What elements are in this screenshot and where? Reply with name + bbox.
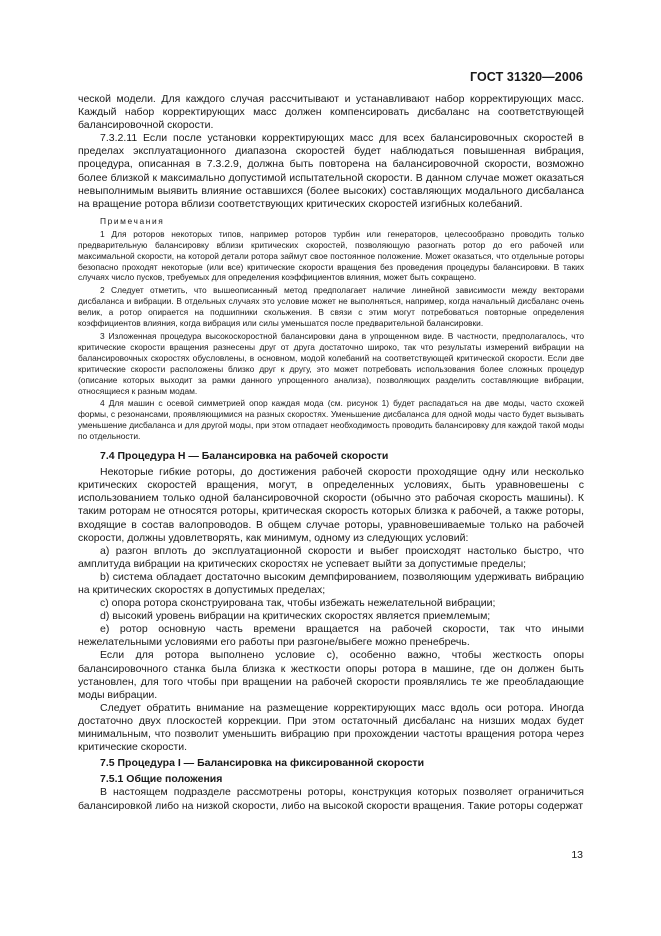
paragraph-7-3-2-11: 7.3.2.11 Если после установки корректирующих масс для всех балансировочных скоростей в пределах эксплуатационного диапазона скоростей будет наблюдаться повышенная вибрация, процедура, описанная в 7.3.2.9, должна быть повторена на балансировочной скорости, возможно более близкой к максимально допустимой испытательной скорости. В данном случае может оказаться невыполнимым выявить влияние оставшихся (более высоких) составляющих модального дисбаланса на вращение ротора вблизи соответствующих критических скоростей изгибных колебаний.: [78, 132, 584, 210]
section-7-4-intro: Некоторые гибкие роторы, до достижения рабочей скорости проходящие одну или несколько критических скоростей вращения, могут, в определенных условиях, быть уравновешены с использованием только одной балансировочной скорости (обычно это рабочая скорость машины). К таким роторам не относятся роторы, критическая скорость которых близка к рабочей, а также роторы, входящие в состав валопроводов. В общем случае роторы, уравновешиваемые только на рабочей скорости, должны удовлетворять, как минимум, одному из следующих условий:: [78, 466, 584, 544]
condition-e: e) ротор основную часть времени вращается на рабочей скорости, так что иными нежелательными условиями его работы при разгоне/выбеге можно пренебречь.: [78, 623, 584, 649]
condition-b: b) система обладает достаточно высоким демпфированием, позволяющим удерживать вибрацию на критических скоростях в допустимых пределах;: [78, 570, 584, 596]
section-7-4-heading: 7.4 Процедура H — Балансировка на рабочей скорости: [100, 450, 389, 463]
page-number: 13: [571, 849, 583, 861]
note-2: 2 Следует отметить, что вышеописанный метод предполагает наличие линейной зависимости между векторами дисбаланса и вибрации. В отдельных случаях это условие может не выполняться, например, когда начальный дисбаланс очень велик, а ротор опирается на подшипники скольжения. В связи с этим могут потребоваться повторные определения коэффициентов влияния, когда вибрация или силы уменьшатся после предварительной балансировки.: [78, 285, 584, 329]
section-7-5-heading: 7.5 Процедура I — Балансировка на фиксированной скорости: [100, 757, 425, 770]
note-3: 3 Изложенная процедура высокоскоростной балансировки дана в упрощенном виде. В частности, предполагалось, что критические скорости вращения разнесены друг от друга достаточно широко, так что результаты измерений вибрации на балансировочных скоростях обусловлены, в основном, модой колебаний на соответствующей критической скорости. Если две критические скорости расположены близко друг к другу, это может потребовать использования более сложных процедур (описание которых выходит за рамки данного упрощенного анализа), позволяющих разделить составляющие вибрации, относящиеся к разным модам.: [78, 331, 584, 396]
paragraph-condition-c-note: Если для ротора выполнено условие c), особенно важно, чтобы жесткость опоры балансировочного станка была близка к жесткости опоры ротора в машине, где он должен быть установлен, для того чтобы при вращении на рабочей скорости проявлялись те же преобладающие моды вибрации.: [78, 649, 584, 701]
condition-c: c) опора ротора сконструирована так, чтобы избежать нежелательной вибрации;: [100, 597, 496, 610]
section-7-5-1-heading: 7.5.1 Общие положения: [100, 773, 223, 786]
note-4: 4 Для машин с осевой симметрией опор каждая мода (см. рисунок 1) будет распадаться на две моды, часто схожей формы, с резонансами, проявляющимися на разных скоростях. Уменьшение дисбаланса для одной моды часто будет вызывать уменьшение дисбаланса и для другой моды, при этом отпадает необходимость проводить балансировку для каждой такой моды по отдельности.: [78, 398, 584, 442]
paragraph-continuation: ческой модели. Для каждого случая рассчитывают и устанавливают набор корректирующих масс. Каждый набор корректирующих масс должен компенсировать дисбаланс на соответствующей балансировочной скорости.: [78, 93, 584, 132]
condition-a: а) разгон вплоть до эксплуатационной скорости и выбег происходят настолько быстро, что амплитуда вибрации на критических скоростях не успевает выйти за допустимые пределы;: [78, 544, 584, 570]
note-1: 1 Для роторов некоторых типов, например роторов турбин или генераторов, целесообразно проводить только предварительную балансировку вблизи критических скоростей, позволяющую разогнать ротор до его рабочей или максимальной скорости, на которой детали ротора займут свое постоянное положение. Может оказаться, что отдельные роторы безопасно проходят некоторые (или все) критические скорости вращения без проведения процедуры балансировки. В таких случаях число пусков, требуемых для определения коэффициентов влияния, может быть сокращено.: [78, 228, 584, 283]
paragraph-correction-planes: Следует обратить внимание на размещение корректирующих масс вдоль оси ротора. Иногда достаточно двух плоскостей коррекции. При этом остаточный дисбаланс на низших модах будет минимальным, что позволит уменьшить вибрацию при прохождении частоты вращения ротора через критические скорости.: [78, 701, 584, 754]
notes-heading: Примечания: [100, 215, 165, 226]
page-body: [78, 93, 584, 813]
section-7-5-1-text: В настоящем подразделе рассмотрены роторы, конструкция которых позволяет ограничиться балансировкой либо на низкой скорости, либо на высокой скорости вращения. Такие роторы содержат: [78, 786, 584, 812]
condition-d: d) высокий уровень вибрации на критических скоростях является приемлемым;: [100, 610, 491, 623]
document-header-id: ГОСТ 31320—2006: [469, 70, 583, 84]
